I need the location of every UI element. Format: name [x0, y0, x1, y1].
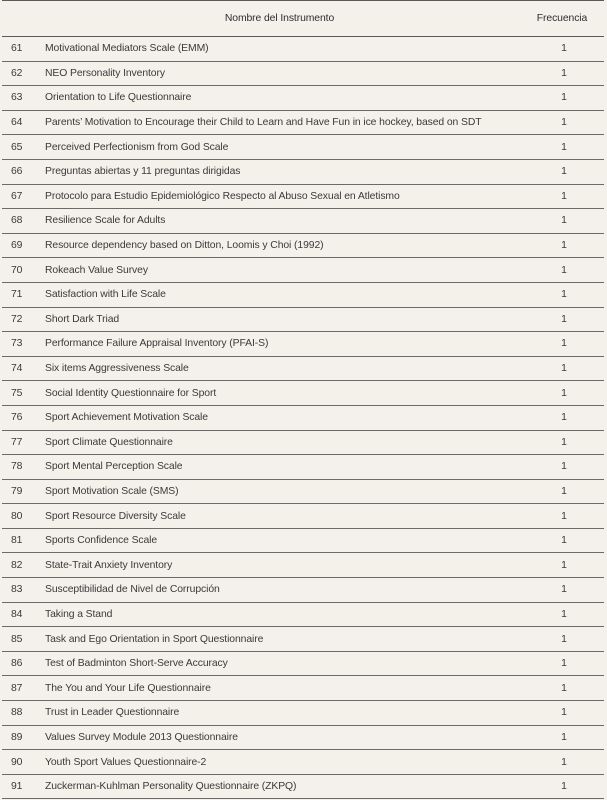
instrument-name: Youth Sport Values Questionnaire-2 [45, 756, 207, 768]
row-number: 80 [11, 510, 23, 522]
frequency-value: 1 [561, 387, 567, 399]
frequency-value: 1 [561, 608, 567, 620]
instrument-name: Resilience Scale for Adults [45, 215, 166, 227]
frequency-value: 1 [561, 436, 567, 448]
instrument-name: Task and Ego Orientation in Sport Questionnaire [45, 633, 264, 645]
instrument-name: Orientation to Life Questionnaire [45, 92, 192, 104]
row-number: 82 [11, 559, 23, 571]
row-number: 61 [11, 43, 23, 55]
row-number: 77 [11, 436, 23, 448]
table-row [2, 405, 604, 430]
row-number: 62 [11, 67, 23, 79]
frequency-value: 1 [561, 633, 567, 645]
table-row [2, 233, 604, 258]
instrument-name: Performance Failure Appraisal Inventory (PFAI-S) [45, 338, 269, 350]
row-number: 70 [11, 264, 23, 276]
table-row [2, 282, 604, 307]
header-instrument-name: Nombre del Instrumento [224, 13, 335, 24]
table-body [2, 37, 604, 799]
table-row [2, 381, 604, 406]
frequency-value: 1 [561, 584, 567, 596]
table-row [2, 774, 604, 799]
table-row [2, 110, 604, 135]
table-row [2, 159, 604, 184]
frequency-value: 1 [561, 707, 567, 719]
instrument-name: Six items Aggressiveness Scale [45, 363, 189, 375]
row-number: 72 [11, 313, 23, 325]
table-row [2, 37, 604, 62]
frequency-value: 1 [561, 412, 567, 424]
table-row [2, 750, 604, 775]
instrument-name: Sports Confidence Scale [45, 535, 158, 547]
row-number: 87 [11, 682, 23, 694]
frequency-value: 1 [561, 363, 567, 375]
row-number: 68 [11, 215, 23, 227]
instrument-name: Sport Achievement Motivation Scale [45, 412, 208, 424]
row-number: 73 [11, 338, 23, 350]
header-row [2, 1, 604, 37]
table-row [2, 578, 604, 603]
row-number: 66 [11, 166, 23, 178]
frequency-value: 1 [561, 756, 567, 768]
row-number: 91 [11, 781, 23, 793]
table-row [2, 651, 604, 676]
frequency-value: 1 [561, 240, 567, 252]
frequency-value: 1 [561, 338, 567, 350]
instruments-table [2, 0, 604, 799]
table-row [2, 86, 604, 111]
row-number: 75 [11, 387, 23, 399]
instrument-name: Protocolo para Estudio Epidemiológico Respecto al Abuso Sexual en Atletismo [45, 190, 400, 202]
row-number: 63 [11, 92, 23, 104]
frequency-value: 1 [561, 461, 567, 473]
row-number: 86 [11, 658, 23, 670]
table-row [2, 209, 604, 234]
instrument-name: Resource dependency based on Ditton, Loomis y Choi (1992) [45, 240, 324, 252]
frequency-value: 1 [561, 92, 567, 104]
frequency-value: 1 [561, 141, 567, 153]
frequency-value: 1 [561, 682, 567, 694]
instrument-name: State-Trait Anxiety Inventory [45, 559, 173, 571]
row-number: 71 [11, 289, 23, 301]
frequency-value: 1 [561, 67, 567, 79]
table-row [2, 307, 604, 332]
frequency-value: 1 [561, 264, 567, 276]
table-row [2, 356, 604, 381]
instrument-name: Sport Mental Perception Scale [45, 461, 183, 473]
frequency-value: 1 [561, 313, 567, 325]
table-row [2, 479, 604, 504]
frequency-value: 1 [561, 166, 567, 178]
row-number: 65 [11, 141, 23, 153]
header-number [2, 1, 40, 37]
table-row [2, 455, 604, 480]
frequency-value: 1 [561, 510, 567, 522]
row-number: 69 [11, 240, 23, 252]
row-number: 81 [11, 535, 23, 547]
instrument-name: NEO Personality Inventory [45, 67, 165, 79]
row-number: 64 [11, 117, 23, 129]
row-number: 83 [11, 584, 23, 596]
frequency-value: 1 [561, 289, 567, 301]
row-number: 74 [11, 363, 23, 375]
row-number: 89 [11, 731, 23, 743]
row-number: 67 [11, 190, 23, 202]
instrument-name: Values Survey Module 2013 Questionnaire [45, 731, 238, 743]
instrument-name: Susceptibilidad de Nivel de Corrupción [45, 584, 220, 596]
table-row [2, 701, 604, 726]
frequency-value: 1 [561, 781, 567, 793]
frequency-value: 1 [561, 559, 567, 571]
table-row [2, 504, 604, 529]
row-number: 85 [11, 633, 23, 645]
instrument-name: Short Dark Triad [45, 313, 120, 325]
frequency-value: 1 [561, 190, 567, 202]
table-row [2, 725, 604, 750]
row-number: 78 [11, 461, 23, 473]
table-row [2, 627, 604, 652]
instrument-name: The You and Your Life Questionnaire [45, 682, 211, 694]
frequency-value: 1 [561, 215, 567, 227]
instrument-name: Social Identity Questionnaire for Sport [45, 387, 217, 399]
table-row [2, 135, 604, 160]
instrument-name: Taking a Stand [45, 608, 113, 620]
instrument-name: Rokeach Value Survey [45, 264, 148, 276]
table-row [2, 676, 604, 701]
frequency-value: 1 [561, 658, 567, 670]
instrument-name: Zuckerman-Kuhlman Personality Questionnaire (ZKPQ) [45, 781, 297, 793]
frequency-value: 1 [561, 43, 567, 55]
table-row [2, 332, 604, 357]
instrument-name: Sport Climate Questionnaire [45, 436, 173, 448]
frequency-value: 1 [561, 485, 567, 497]
table-row [2, 430, 604, 455]
table-row [2, 602, 604, 627]
instrument-name: Test of Badminton Short-Serve Accuracy [45, 658, 228, 670]
header-frequency: Frecuencia [536, 13, 588, 24]
table-row [2, 553, 604, 578]
frequency-value: 1 [561, 117, 567, 129]
instrument-name: Motivational Mediators Scale (EMM) [45, 43, 209, 55]
frequency-value: 1 [561, 731, 567, 743]
row-number: 79 [11, 485, 23, 497]
table-row [2, 184, 604, 209]
instrument-name: Trust in Leader Questionnaire [45, 707, 180, 719]
instrument-name: Perceived Perfectionism from God Scale [45, 141, 229, 153]
instrument-name: Sport Resource Diversity Scale [45, 510, 186, 522]
instrument-name: Preguntas abiertas y 11 preguntas dirigidas [45, 166, 241, 178]
row-number: 90 [11, 756, 23, 768]
instrument-name: Parents’ Motivation to Encourage their Child to Learn and Have Fun in ice hockey, based on SDT [45, 117, 482, 129]
table-row [2, 258, 604, 283]
row-number: 88 [11, 707, 23, 719]
row-number: 84 [11, 608, 23, 620]
frequency-value: 1 [561, 535, 567, 547]
table-row [2, 61, 604, 86]
table-row [2, 528, 604, 553]
instrument-name: Satisfaction with Life Scale [45, 289, 166, 301]
instrument-name: Sport Motivation Scale (SMS) [45, 485, 179, 497]
table-header [2, 1, 604, 37]
row-number: 76 [11, 412, 23, 424]
